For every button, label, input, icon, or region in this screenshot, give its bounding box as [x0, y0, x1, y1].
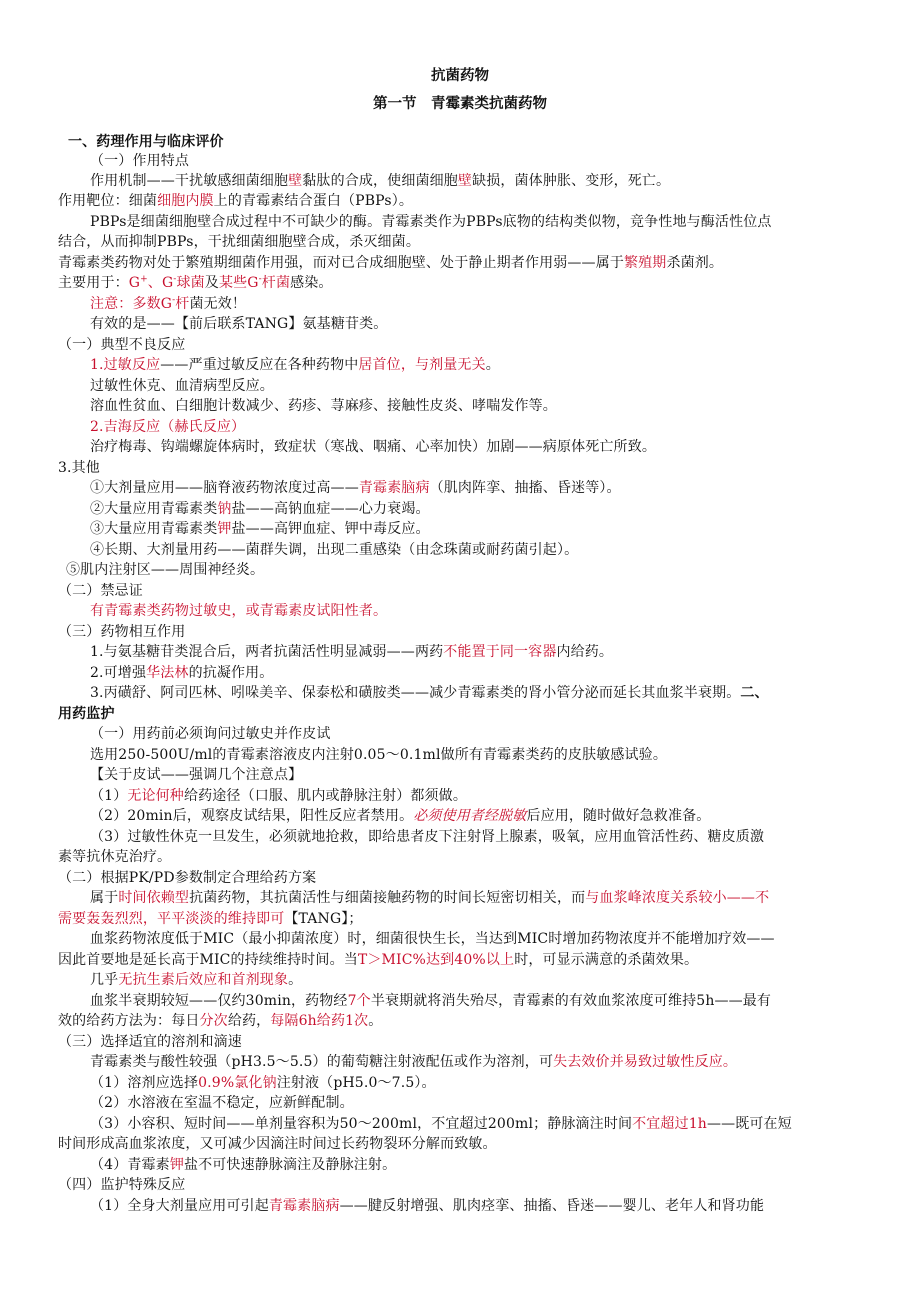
text-segment: 几乎: [90, 972, 119, 988]
text-segment: 菌无效！: [189, 296, 247, 312]
highlight-text: 钾: [169, 1157, 184, 1173]
text-segment: 给药途径（口服、肌内或静脉注射）都须做。: [183, 788, 467, 804]
text-segment: （一）作用特点: [90, 153, 190, 169]
text-line: [58, 1135, 497, 1154]
text-segment: （3）小容积、短时间——单剂量容积为50～200ml，不宜超过200ml；静脉滴注时间: [90, 1116, 633, 1132]
text-segment: 注射液（pH5.0～7.5）。: [276, 1075, 436, 1091]
text-line: [90, 1115, 792, 1134]
highlight-text: 0.9%氯化钠: [198, 1075, 277, 1091]
text-line: [90, 541, 578, 560]
text-line: [58, 910, 363, 929]
text-segment: ④长期、大剂量用药——菌群失调，出现二重感染（由念珠菌或耐药菌引起）。: [90, 542, 579, 558]
text-line: [90, 1197, 764, 1216]
text-segment: 盐不可快速静脉滴注及静脉注射。: [183, 1157, 397, 1173]
text-line: [90, 1053, 737, 1072]
highlight-text: 1.过敏反应: [90, 357, 161, 373]
text-segment: 黏肽的合成，使细菌细胞: [302, 173, 458, 189]
highlight-text: -: [258, 274, 262, 285]
highlight-text: 青霉素脑病: [358, 480, 430, 496]
text-segment: ③大量应用青霉素类: [90, 521, 218, 537]
text-segment: 选用250-500U/ml的青霉素溶液皮内注射0.05～0.1ml做所有青霉素类药的皮肤敏感试验。: [90, 747, 667, 763]
text-segment: ①大剂量应用——脑脊液药物浓度过高——: [90, 480, 359, 496]
text-segment: ——既可在短: [706, 1116, 792, 1132]
text-line: [58, 274, 333, 293]
text-segment: 杀菌剂。: [666, 255, 724, 271]
text-segment: 过敏性休克、血清病型反应。: [90, 378, 274, 394]
text-segment: 属于: [90, 890, 119, 906]
text-segment: 青霉素类药物对处于繁殖期细菌作用强，而对已合成细胞壁、处于静止期者作用弱——属于: [58, 255, 624, 271]
text-line: [68, 133, 224, 152]
text-segment: （一）典型不良反应: [58, 337, 186, 353]
highlight-text: 必须使用者经脱敏: [413, 808, 527, 824]
text-line: [58, 336, 185, 355]
highlight-text: 、G: [147, 275, 174, 291]
highlight-text: 杆: [175, 296, 190, 312]
highlight-text: 2.吉海反应（赫氏反应）: [90, 419, 246, 435]
highlight-text: +: [140, 274, 148, 285]
text-segment: （1）: [90, 788, 128, 804]
text-segment: 治疗梅毒、钩端螺旋体病时，致症状（寒战、咽痛、心率加快）加剧——病原体死亡所致。: [90, 439, 656, 455]
highlight-text: 有青霉素类药物过敏史，或青霉素皮试阳性者。: [90, 603, 388, 619]
text-line: [58, 459, 100, 478]
highlight-text: 时间依赖型: [118, 890, 190, 906]
highlight-text: 与血浆峰浓度关系较小——不: [585, 890, 770, 906]
text-line: [90, 418, 245, 437]
text-line: [90, 684, 769, 703]
highlight-text: 某些G: [218, 275, 259, 291]
text-line: [58, 848, 171, 867]
text-line: [58, 192, 413, 211]
highlight-text: G: [128, 275, 141, 291]
text-segment: 时，可显示满意的杀菌效果。: [514, 952, 699, 968]
text-line: [58, 582, 143, 601]
highlight-text: 壁: [457, 173, 473, 189]
text-segment: （3）过敏性休克一旦发生，必须就地抢救，即给患者皮下注射肾上腺素，吸氧，应用血管活性药、糖皮质激: [90, 829, 765, 845]
text-line: [90, 152, 189, 171]
text-line: [90, 213, 772, 232]
text-segment: 。: [485, 357, 500, 373]
text-line: [58, 254, 723, 273]
text-line: [90, 172, 670, 191]
text-segment: 上的青霉素结合蛋白（PBPs）。: [213, 193, 414, 209]
text-line: [90, 807, 710, 826]
text-line: [90, 889, 769, 908]
text-segment: 【TANG】；: [284, 911, 363, 927]
text-segment: （二）根据PK/PD参数制定合理给药方案: [58, 870, 317, 886]
text-segment: 3.丙磺舒、阿司匹林、吲哚美辛、保泰松和磺胺类——减少青霉素类的肾小管分泌而延长其血浆半衰期。: [90, 685, 741, 701]
highlight-text: 细胞内膜: [157, 193, 214, 209]
text-line: [90, 377, 274, 396]
text-segment: 时间形成高血浆浓度，又可减少因滴注时间过长药物裂环分解而致敏。: [58, 1136, 497, 1152]
text-segment: 【关于皮试——强调几个注意点】: [90, 767, 303, 783]
highlight-text: 钠: [217, 501, 232, 517]
text-segment: 一、药理作用与临床评价: [68, 134, 224, 150]
text-line: [90, 992, 771, 1011]
highlight-text: T＞MIC%达到40%以上: [357, 952, 515, 968]
text-segment: 3.其他: [58, 460, 100, 476]
text-line: [90, 1156, 396, 1175]
text-line: [58, 869, 316, 888]
text-segment: 内给药。: [556, 644, 614, 660]
text-segment: （二）禁忌证: [58, 583, 143, 599]
text-line: [58, 623, 185, 642]
highlight-text: 分次: [199, 1013, 228, 1029]
text-segment: 用药监护: [58, 706, 115, 722]
highlight-text: 失去效价并易致过敏性反应。: [553, 1054, 738, 1070]
highlight-text: 无抗生素后效应和首剂现象: [118, 972, 289, 988]
highlight-text: -: [173, 274, 177, 285]
highlight-text: -: [172, 295, 176, 306]
text-segment: （1）全身大剂量应用可引起: [90, 1198, 269, 1214]
text-segment: （肌肉阵挛、抽搐、昏迷等）。: [429, 480, 621, 496]
text-line: [90, 746, 667, 765]
text-segment: 及: [204, 275, 219, 291]
text-segment: 。: [368, 1013, 383, 1029]
text-line: [90, 602, 387, 621]
text-segment: （2）20min后，观察皮试结果，阳性反应者禁用。: [90, 808, 414, 824]
text-line: [90, 397, 557, 416]
highlight-text: 不能置于同一容器: [443, 644, 557, 660]
text-segment: 半衰期就将消失殆尽，青霉素的有效血浆浓度可维持5h——最有: [370, 993, 772, 1009]
text-segment: 后应用，随时做好急救准备。: [526, 808, 711, 824]
text-segment: ⑤肌内注射区——周围神经炎。: [66, 562, 265, 578]
highlight-text: 无论何种: [127, 788, 184, 804]
text-line: [90, 295, 246, 314]
text-segment: 盐——高钾血症、钾中毒反应。: [231, 521, 430, 537]
highlight-text: 不宜超过1h: [632, 1116, 707, 1132]
text-segment: 效的给药方法为：每日: [58, 1013, 200, 1029]
highlight-text: 需要轰轰烈烈，平平淡淡的维持即可: [58, 911, 285, 927]
highlight-text: 注意：多数G: [90, 296, 173, 312]
text-segment: 血浆半衰期较短——仅约30min，药物经: [90, 993, 348, 1009]
text-line: [90, 315, 387, 334]
text-line: [58, 1176, 185, 1195]
text-segment: 青霉素类与酸性较强（pH3.5～5.5）的葡萄糖注射液配伍或作为溶剂，可: [90, 1054, 554, 1070]
document-title: 抗菌药物: [431, 68, 489, 84]
highlight-text: 繁殖期: [624, 255, 667, 271]
text-line: [90, 787, 467, 806]
text-segment: （三）药物相互作用: [58, 624, 186, 640]
text-segment: （1）溶剂应选择: [90, 1075, 199, 1091]
text-segment: （4）青霉素: [90, 1157, 170, 1173]
text-line: [90, 971, 302, 990]
highlight-text: 青霉素脑病: [268, 1198, 340, 1214]
text-segment: 给药，: [227, 1013, 271, 1029]
highlight-text: 7个: [347, 993, 371, 1009]
text-line: [90, 643, 613, 662]
highlight-text: 华法林: [146, 665, 189, 681]
highlight-text: 每隔6h给药1次: [270, 1013, 369, 1029]
text-line: [90, 725, 331, 744]
text-segment: 感染。: [290, 275, 333, 291]
text-segment: 抗菌药物，其抗菌活性与细菌接触药物的时间长短密切相关，而: [189, 890, 586, 906]
text-segment: 结合，从而抑制PBPs，干扰细菌细胞壁合成，杀灭细菌。: [58, 234, 420, 250]
text-segment: 主要用于：: [58, 275, 129, 291]
text-segment: 素等抗休克治疗。: [58, 849, 172, 865]
text-line: [90, 828, 764, 847]
text-segment: 缺损，菌体肿胀、变形，死亡。: [472, 173, 671, 189]
text-segment: （三）选择适宜的溶剂和滴速: [58, 1034, 242, 1050]
text-segment: ——严重过敏反应在各种药物中: [160, 357, 359, 373]
text-line: [66, 561, 264, 580]
highlight-text: 球菌: [176, 275, 205, 291]
text-segment: ②大量应用青霉素类: [90, 501, 218, 517]
highlight-text: 杆菌: [261, 275, 291, 291]
text-line: [90, 766, 302, 785]
text-line: [58, 705, 115, 724]
text-segment: 作用机制——干扰敏感细菌细胞: [90, 173, 289, 189]
text-segment: 盐——高钠血症——心力衰竭。: [231, 501, 430, 517]
text-line: [90, 438, 656, 457]
text-segment: PBPs是细菌细胞壁合成过程中不可缺少的酶。青霉素类作为PBPs底物的结构类似物，竞争性地与酶活性位点: [90, 214, 772, 230]
highlight-text: 壁: [288, 173, 303, 189]
text-line: [90, 520, 430, 539]
text-line: [58, 1033, 242, 1052]
text-line: [90, 356, 500, 375]
text-line: [90, 1074, 436, 1093]
text-segment: 2.可增强: [90, 665, 147, 681]
text-line: [90, 1094, 354, 1113]
text-line: [58, 951, 698, 970]
text-line: [58, 233, 420, 252]
text-segment: 溶血性贫血、白细胞计数减少、药疹、荨麻疹、接触性皮炎、哮喘发作等。: [90, 398, 557, 414]
text-segment: 作用靶位：细菌: [58, 193, 158, 209]
text-line: [90, 664, 273, 683]
text-segment: （一）用药前必须询问过敏史并作皮试: [90, 726, 331, 742]
text-line: [90, 500, 430, 519]
text-segment: 二、: [740, 685, 769, 701]
text-segment: （2）水溶液在室温不稳定，应新鲜配制。: [90, 1095, 354, 1111]
text-segment: 的抗凝作用。: [188, 665, 274, 681]
section-title: 第一节 青霉素类抗菌药物: [373, 96, 547, 112]
text-segment: 。: [288, 972, 303, 988]
highlight-text: 钾: [217, 521, 232, 537]
text-line: [90, 479, 621, 498]
text-line: [58, 1012, 382, 1031]
text-segment: （四）监护特殊反应: [58, 1177, 186, 1193]
text-segment: 1.与氨基糖苷类混合后，两者抗菌活性明显减弱——两药: [90, 644, 444, 660]
text-line: [90, 930, 775, 949]
text-segment: 因此首要地是延长高于MIC的持续维持时间。当: [58, 952, 358, 968]
text-segment: 有效的是——【前后联系TANG】氨基糖苷类。: [90, 316, 388, 332]
text-segment: 血浆药物浓度低于MIC（最小抑菌浓度）时，细菌很快生长，当达到MIC时增加药物浓度并不能增加疗效——: [90, 931, 775, 947]
text-segment: ——腱反射增强、肌肉痉挛、抽搐、昏迷——婴儿、老年人和肾功能: [339, 1198, 765, 1214]
highlight-text: 居首位，与剂量无关: [358, 357, 486, 373]
